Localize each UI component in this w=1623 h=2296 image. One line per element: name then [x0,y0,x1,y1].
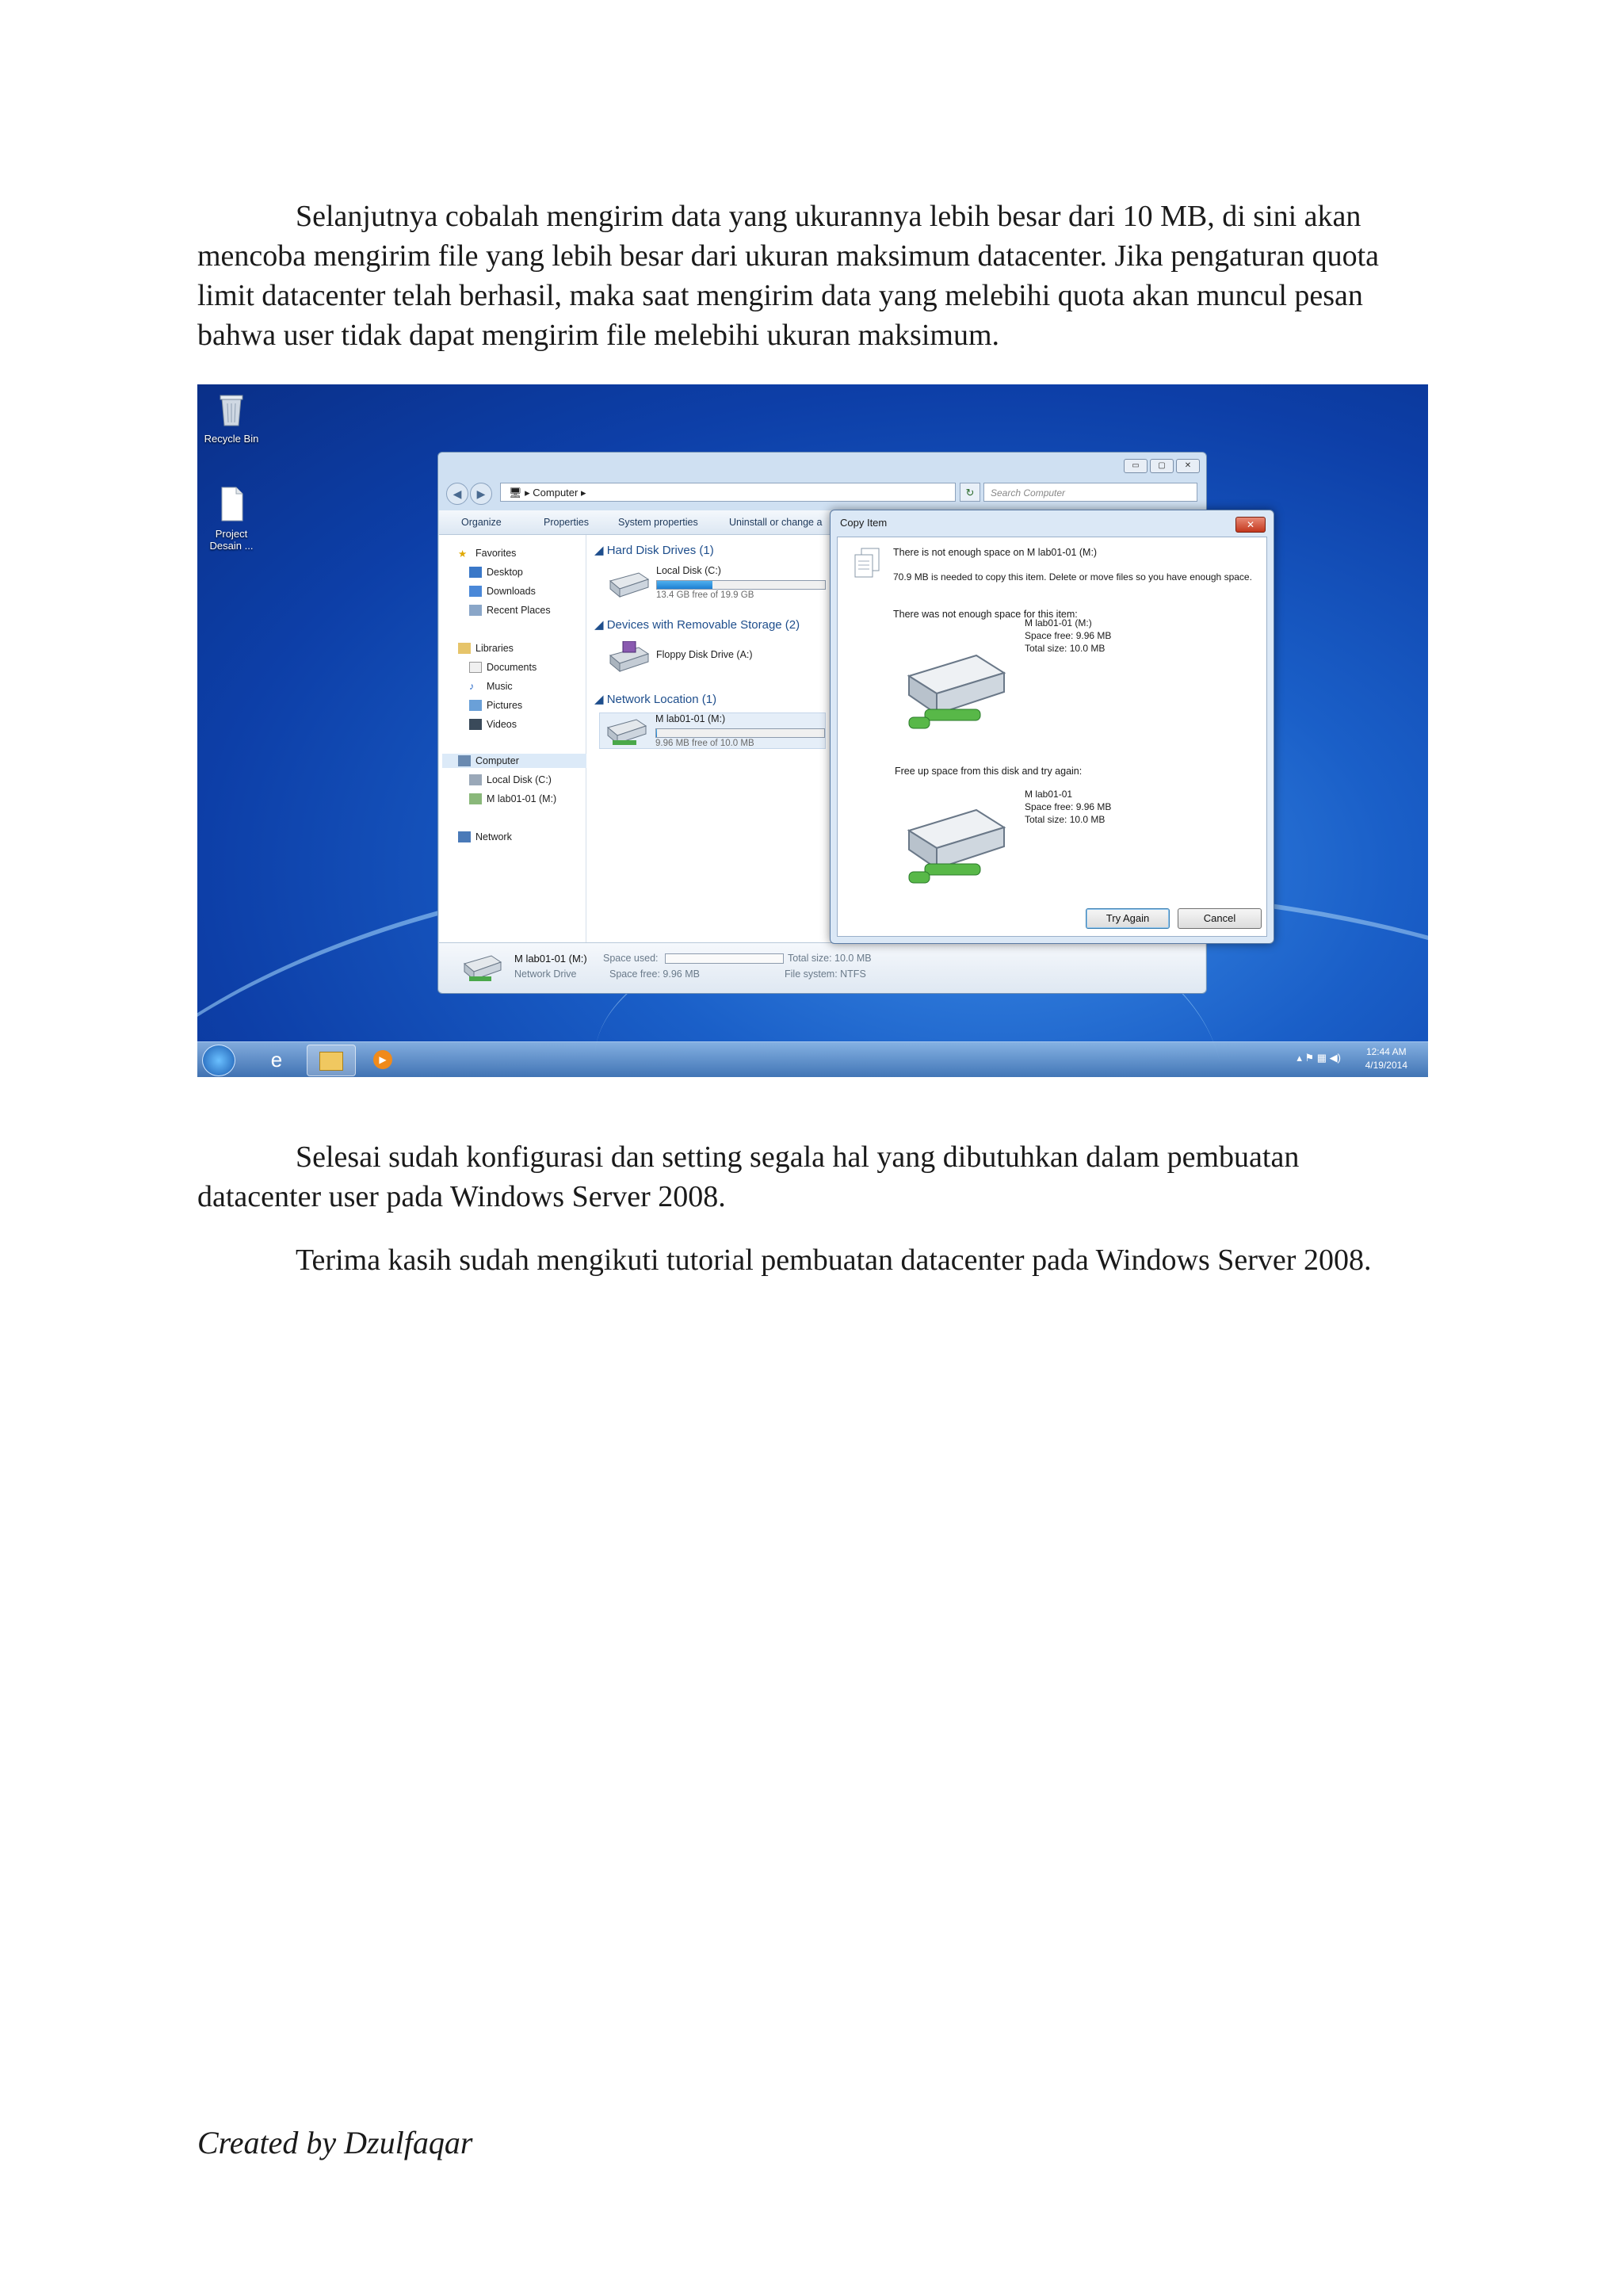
nav-recent-places[interactable]: Recent Places [469,603,551,617]
hard-drive-icon [607,570,650,598]
libraries-icon [458,643,471,654]
search-input[interactable]: Search Computer [983,483,1197,502]
dialog-body: There is not enough space on M lab01-01 (M:) 70.9 MB is needed to copy this item. Delete or move files so you have enough space. There was not enough space for this item: M lab01-01 (M:) Space free: 9.96 MB Total size: 10.0 MB Free up space from this disk and try again: M lab01-01 Space free: 9.96 MB Total size: 10.0 MB Try Again Cancel [837,537,1267,937]
refresh-icon[interactable]: ↻ [960,483,980,502]
nav-downloads[interactable]: Downloads [469,584,536,598]
item1-info: M lab01-01 (M:) Space free: 9.96 MB Total size: 10.0 MB [1025,617,1112,654]
drive-usage-bar [655,728,825,738]
nav-libraries[interactable]: Libraries [458,641,514,655]
network-drive-icon [605,718,647,748]
computer-icon [458,755,471,766]
nav-m-drive[interactable]: M lab01-01 (M:) [469,792,556,806]
network-icon [458,831,471,842]
close-icon[interactable]: ✕ [1176,459,1200,473]
drive-usage-fill [657,581,712,589]
forward-arrow-icon[interactable]: ▶ [470,483,492,505]
network-drive-icon [901,799,1012,886]
internet-explorer-icon[interactable]: e [270,1048,283,1072]
maximize-icon[interactable]: ▢ [1150,459,1174,473]
window-controls [1124,459,1200,473]
desktop-folder-icon [469,567,482,578]
network-drive-icon [469,793,482,804]
minimize-icon[interactable]: ▭ [1124,459,1148,473]
nav-videos[interactable]: Videos [469,717,517,732]
group-network-location[interactable]: ◢ Network Location (1) [594,693,717,706]
music-icon: ♪ [469,681,475,692]
recent-places-icon [469,605,482,616]
item2-info: M lab01-01 Space free: 9.96 MB Total size: 10.0 MB [1025,789,1112,825]
details-pane: M lab01-01 (M:) Network Drive Space used: Space free: 9.96 MB Total size: 10.0 MB File system: NTFS [439,942,1205,993]
nav-music[interactable]: ♪ Music [469,681,513,692]
address-bar[interactable]: 🖥 ▸ Computer ▸ [500,483,956,502]
group-hard-disk-drives[interactable]: ◢ Hard Disk Drives (1) [594,544,714,557]
system-properties-button[interactable]: System properties [618,517,698,528]
copy-item-dialog[interactable] [830,510,1274,944]
drive-usage-fill [656,729,657,737]
nav-pictures[interactable]: Pictures [469,698,522,712]
media-player-icon[interactable]: ▶ [367,1045,399,1075]
network-drive-icon [461,953,502,984]
tray-icons[interactable]: ▴ ⚑ ▦ ◀) [1296,1052,1341,1064]
cancel-button[interactable]: Cancel [1178,908,1262,929]
start-button[interactable] [202,1045,235,1076]
copy-documents-icon [854,547,880,579]
footer-credit: Created by Dzulfaqar [197,2125,473,2160]
nav-desktop[interactable]: Desktop [469,565,523,579]
star-icon: ★ [458,548,468,560]
drive-usage-bar [656,580,826,590]
floppy-drive-icon [607,641,650,673]
uninstall-button[interactable]: Uninstall or change a [729,517,823,528]
content-pane [586,535,832,943]
thanks-paragraph: Terima kasih sudah mengikuti tutorial pembuatan datacenter pada Windows Server 2008. [296,1244,1372,1277]
nav-network[interactable]: Network [458,830,512,844]
drive-floppy[interactable]: Floppy Disk Drive (A:) [601,640,831,674]
folder-icon [319,1052,343,1071]
pictures-icon [469,700,482,711]
windows-desktop-screenshot [197,384,1428,1077]
try-again-button[interactable]: Try Again [1086,908,1170,929]
nav-favorites[interactable]: ★ Favorites [458,548,517,560]
navigation-pane [439,535,586,943]
clock[interactable]: 12:44 AM 4/19/2014 [1365,1046,1407,1071]
back-arrow-icon[interactable]: ◀ [446,483,468,505]
dialog-title: Copy Item [840,517,888,529]
done-paragraph: Selesai sudah konfigurasi dan setting segala hal yang dibutuhkan dalam pembuatan datacenter user pada Windows Server 2008. [197,1140,1300,1213]
documents-icon [469,662,482,673]
nav-computer[interactable]: Computer [442,754,593,768]
space-used-bar [665,953,784,964]
properties-button[interactable]: Properties [544,517,589,528]
group-removable-storage[interactable]: ◢ Devices with Removable Storage (2) [594,618,800,632]
recycle-bin-icon[interactable]: Recycle Bin [204,391,259,445]
nav-local-disk[interactable]: Local Disk (C:) [469,773,552,787]
explorer-taskbar-button[interactable] [307,1045,356,1076]
videos-icon [469,719,482,730]
network-drive-icon [901,644,1012,732]
intro-paragraph: Selanjutnya cobalah mengirim data yang ukurannya lebih besar dari 10 MB, di sini akan mencoba mengirim file yang lebih besar dari ukuran maksimum datacenter. Jika pengaturan quota limit datacenter telah berhasil, maka saat mengirim data yang melebihi quota akan muncul pesan bahwa user tidak dapat mengirim file melebihi ukuran maksimum. [197,200,1379,352]
drive-local-c[interactable]: Local Disk (C:) 13.4 GB free of 19.9 GB [601,565,831,600]
taskbar [197,1041,1428,1077]
nav-documents[interactable]: Documents [469,660,537,674]
downloads-folder-icon [469,586,482,597]
drive-m-lab[interactable]: M lab01-01 (M:) 9.96 MB free of 10.0 MB [599,712,826,749]
hard-drive-icon [469,774,482,785]
project-file-icon[interactable]: Project Desain ... [204,486,259,552]
address-row [446,481,1198,505]
organize-button[interactable]: Organize [461,517,502,528]
dialog-close-icon[interactable]: ✕ [1235,517,1266,533]
